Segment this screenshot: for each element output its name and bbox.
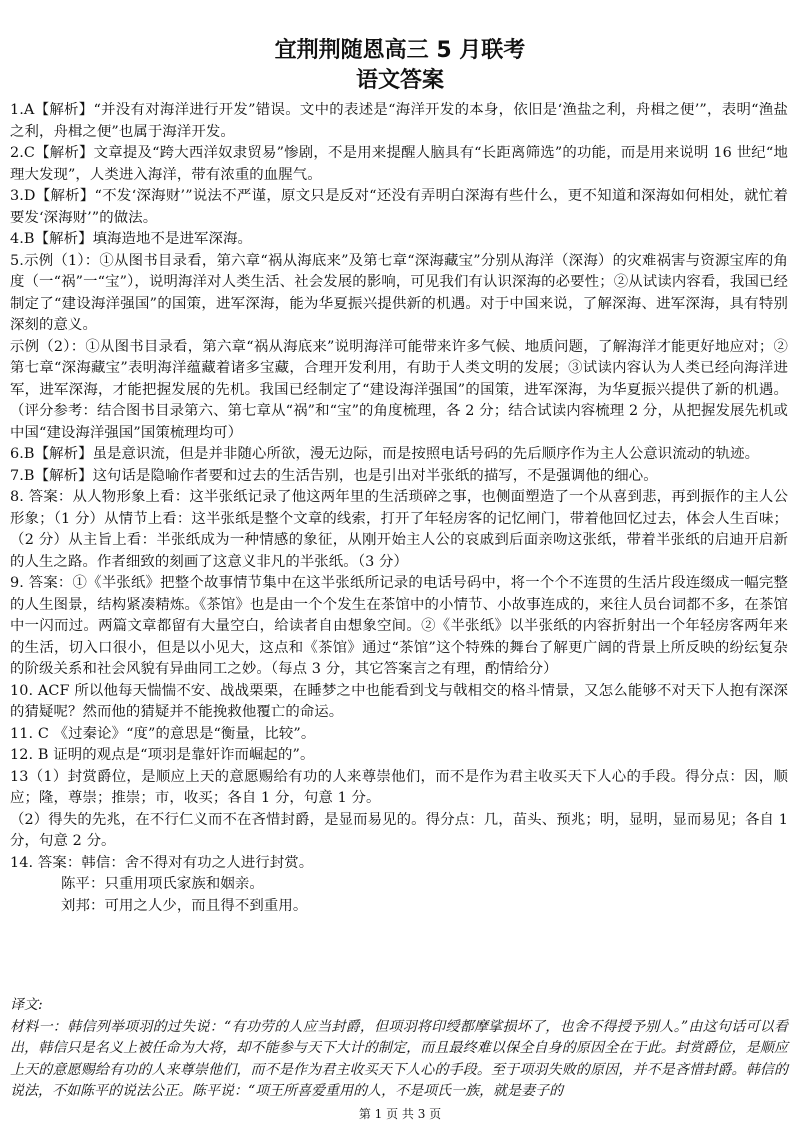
answer-10: 10. ACF 所以他每天惴惴不安、战战栗栗，在睡梦之中也能看到戈与戟相交的格斗情景，又怎么能够不对天下人抱有深深的猜疑呢？然而他的猜疑并不能挽救他覆亡的命运。 — [10, 682, 788, 720]
document-subtitle: 语文答案 — [355, 68, 444, 93]
answer-4: 4.B【解析】填海造地不是进军深海。 — [10, 231, 252, 247]
answer-11: 11. C 《过秦论》“度”的意思是“衡量，比较”。 — [10, 725, 316, 742]
answer-3: 3.D【解析】“不发‘深海财’”说法不严谨，原文只是反对“还没有弄明白深海有些什么，更不知道和深海如何相处，就忙着要发‘深海财’”的做法。 — [10, 188, 788, 226]
answer-9: 9. 答案：①《半张纸》把整个故事情节集中在这半张纸所记录的电话号码中，将一个个不连贯的生活片段连缀成一幅完整的人生图景，结构紧凑精炼。《茶馆》也是由一个个发生在茶馆中的小情节、小故事连成的，来往人员台词都不多，在茶馆中一闪而过。两篇文章都留有大量空白，给读者自由想象空间。②《半张纸》以半张纸的内容折射出一个年轻房客两年来的生活，切入口很小，但是以小见大，这点和《茶馆》通过“茶馆”这个特殊的舞台了解更广阔的背景上所反映的纷纭复杂的阶级关系和社会风貌有异曲同工之妙。（每点 3 分，其它答案言之有理，酌情给分） — [10, 575, 788, 677]
translation-heading: 译文: — [10, 997, 43, 1013]
answer-5-example-1: 5.示例（1）：①从图书目录看，第六章“祸从海底来”及第七章“深海藏宝”分别从海洋（深海）的灾难祸害与资源宝库的角度（一“祸”一“宝”），说明海洋对人类生活、社会发展的影响，可见我们有认识深海的必要性；②从试读内容看，我国已经制定了“建设海洋强国”的国策，进军深海，能为华夏振兴提供新的机遇。对于中国来说，了解深海、进军深海，具有特别深刻的意义。 — [10, 252, 788, 333]
answer-2: 2.C【解析】文章提及“跨大西洋奴隶贸易”惨剧，不是用来提醒人脑具有“长距离筛选”的功能，而是用来说明 16 世纪“地理大发现”，人类进入海洋，带有浓重的血腥气。 — [10, 145, 788, 183]
document-title: 宜荆荆随恩高三 5 月联考 — [274, 38, 526, 63]
answer-5-example-2: 示例（2）：①从图书目录看，第六章“祸从海底来”说明海洋可能带来许多气候、地质问题，了解海洋才能更好地应对；②第七章“深海藏宝”表明海洋蕴藏着诸多宝藏，合理开发利用，有助于人类文明的发展；③试读内容认为人类已经向海洋进军，进军深海，才能把握发展的先机。我国已经制定了“建设海洋强国”的国策，进军深海，为华夏振兴提供了新的机遇。（评分参考：结合图书目录第六、第七章从“祸”和“宝”的角度梳理，各 2 分；结合试读内容梳理 2 分，从把握发展先机或中国“建设海洋强国”国策梳理均可） — [10, 338, 788, 441]
answer-8: 8. 答案：从人物形象上看：这半张纸记录了他这两年里的生活琐碎之事，也侧面塑造了一个从喜到悲，再到振作的主人公形象；（1 分）从情节上看：这半张纸是整个文章的线索，打开了年轻房客的记忆闸门，带着他回忆过去，体会人生百味；（2 分）从主旨上看：半张纸成为一种情感的象征，从刚开始主人公的哀戚到后面亲吻这张纸，带着半张纸的启迪开启新的人生之路。作者细致的刻画了这意义非凡的半张纸。（3 分） — [10, 489, 788, 570]
answer-14-liubang: 刘邦：可用之人少，而且得不到重用。 — [61, 897, 308, 914]
answer-14: 14. 答案：韩信：舍不得对有功之人进行封赏。 — [10, 854, 314, 871]
translation-text: 材料一：韩信列举项羽的过失说：“有功劳的人应当封爵，但项羽将印绶都摩挲损坏了，也舍不得授予别人。”由这句话可以看出，韩信只是名义上被任命为大将，却不能参与天下大计的制定，而且最终难以保全自身的原因全在于此。封赏爵位，是顺应上天的意愿赐给有功的人来尊崇他们，而不是作为君主收买天下人心的手段。至于项羽失败的原因，并不是吝惜封爵。韩信的说法，不如陈平的说法公正。陈平说：“项王所喜爱重用的人，不是项氏一族，就是妻子的 — [10, 1018, 788, 1099]
page-number: 第 1 页 共 3 页 — [358, 1107, 442, 1121]
answer-13-part-1: 13（1）封赏爵位，是顺应上天的意愿赐给有功的人来尊崇他们，而不是作为君主收买天下人心的手段。得分点：因，顺应；隆，尊崇；推崇；市，收买；各自 1 分，句意 1 分。 — [10, 768, 788, 806]
answer-6: 6.B【解析】虽是意识流，但是并非随心所欲，漫无边际，而是按照电话号码的先后顺序作为主人公意识流动的轨迹。 — [10, 446, 760, 462]
answer-14-chenping: 陈平：只重用项氏家族和姻亲。 — [61, 876, 264, 892]
answer-body — [10, 100, 788, 917]
answer-7: 7.B【解析】这句话是隐喻作者要和过去的生活告别，也是引出对半张纸的描写，不是强调他的细心。 — [10, 467, 658, 484]
answer-12: 12. B 证明的观点是“项羽是靠奸诈而崛起的”。 — [10, 747, 315, 763]
translation-section — [10, 995, 788, 1103]
answer-13-part-2: （2）得失的先兆，在不行仁义而不在吝惜封爵，是显而易见的。得分点：几，苗头、预兆；明，显明，显而易见；各自 1 分，句意 2 分。 — [10, 811, 788, 849]
answer-1: 1.A【解析】“并没有对海洋进行开发”错误。文中的表述是“海洋开发的本身，依旧是‘渔盐之利，舟楫之便’”，表明“渔盐之利，舟楫之便”也属于海洋开发。 — [10, 102, 788, 140]
